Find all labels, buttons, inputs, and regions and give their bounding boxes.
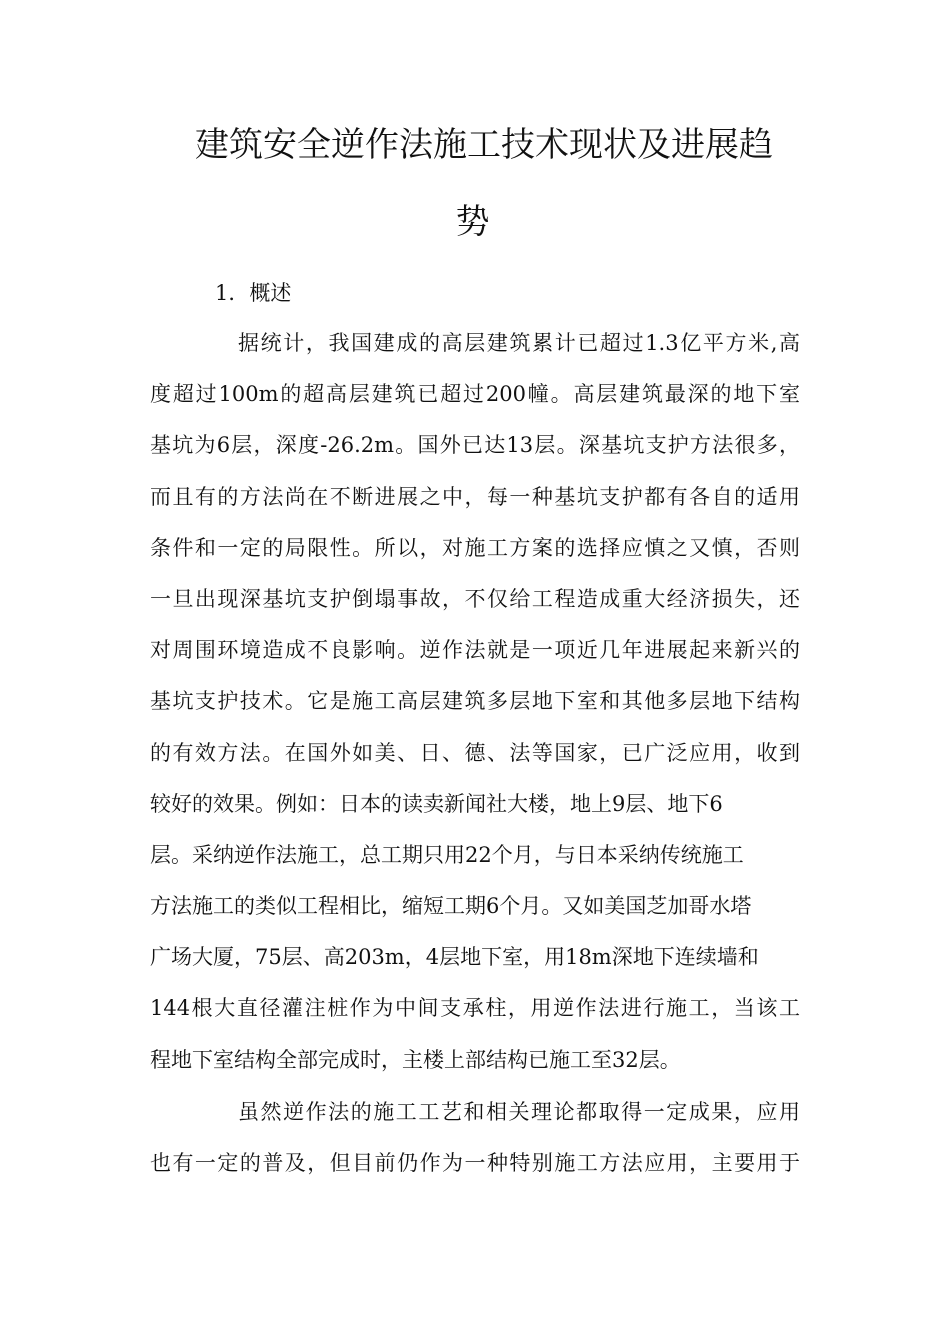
paragraph-line: 方法施工的类似工程相比，缩短工期6个月。又如美国芝加哥水塔 — [150, 894, 752, 919]
paragraph-line: 也有一定的普及，但目前仍作为一种特别施工方法应用，主要用于 — [150, 1151, 800, 1176]
paragraph-line: 144根大直径灌注桩作为中间支承柱，用逆作法进行施工，当该工 — [150, 996, 800, 1021]
paragraph-line: 条件和一定的局限性。所以，对施工方案的选择应慎之又慎，否则 — [150, 535, 800, 560]
paragraph-line: 的有效方法。在国外如美、日、德、法等国家，已广泛应用，收到 — [150, 740, 800, 765]
paragraph-line: 度超过100m的超高层建筑已超过200幢。高层建筑最深的地下室 — [150, 382, 800, 407]
document-title-line-2: 势 — [455, 202, 490, 242]
section-heading: 1．概述 — [215, 281, 292, 305]
paragraph-line: 而且有的方法尚在不断进展之中，每一种基坑支护都有各自的适用 — [150, 484, 800, 509]
paragraph-line: 程地下室结构全部完成时，主楼上部结构已施工至32层。 — [150, 1047, 681, 1072]
paragraph-line: 基坑支护技术。它是施工高层建筑多层地下室和其他多层地下结构 — [150, 689, 800, 714]
document-title-line-1: 建筑安全逆作法施工技术现状及进展趋 — [195, 125, 773, 165]
paragraph-line: 虽然逆作法的施工工艺和相关理论都取得一定成果，应用 — [238, 1100, 800, 1124]
paragraph-line: 广场大厦，75层、高203m，4层地下室，用18m深地下连续墙和 — [150, 945, 759, 970]
paragraph-line: 据统计，我国建成的高层建筑累计已超过1.3亿平方米,高 — [238, 331, 800, 355]
paragraph-line: 对周围环境造成不良影响。逆作法就是一项近几年进展起来新兴的 — [150, 638, 800, 663]
paragraph-line: 较好的效果。例如：日本的读卖新闻社大楼，地上9层、地下6 — [150, 791, 723, 816]
paragraph-2 — [150, 1087, 800, 1189]
paragraph-line: 层。采纳逆作法施工，总工期只用22个月，与日本采纳传统施工 — [150, 842, 744, 867]
paragraph-1 — [150, 318, 800, 1086]
paragraph-line: 一旦出现深基坑支护倒塌事故，不仅给工程造成重大经济损失，还 — [150, 586, 800, 611]
paragraph-line: 基坑为6层，深度-26.2m。国外已达13层。深基坑支护方法很多， — [150, 433, 800, 458]
